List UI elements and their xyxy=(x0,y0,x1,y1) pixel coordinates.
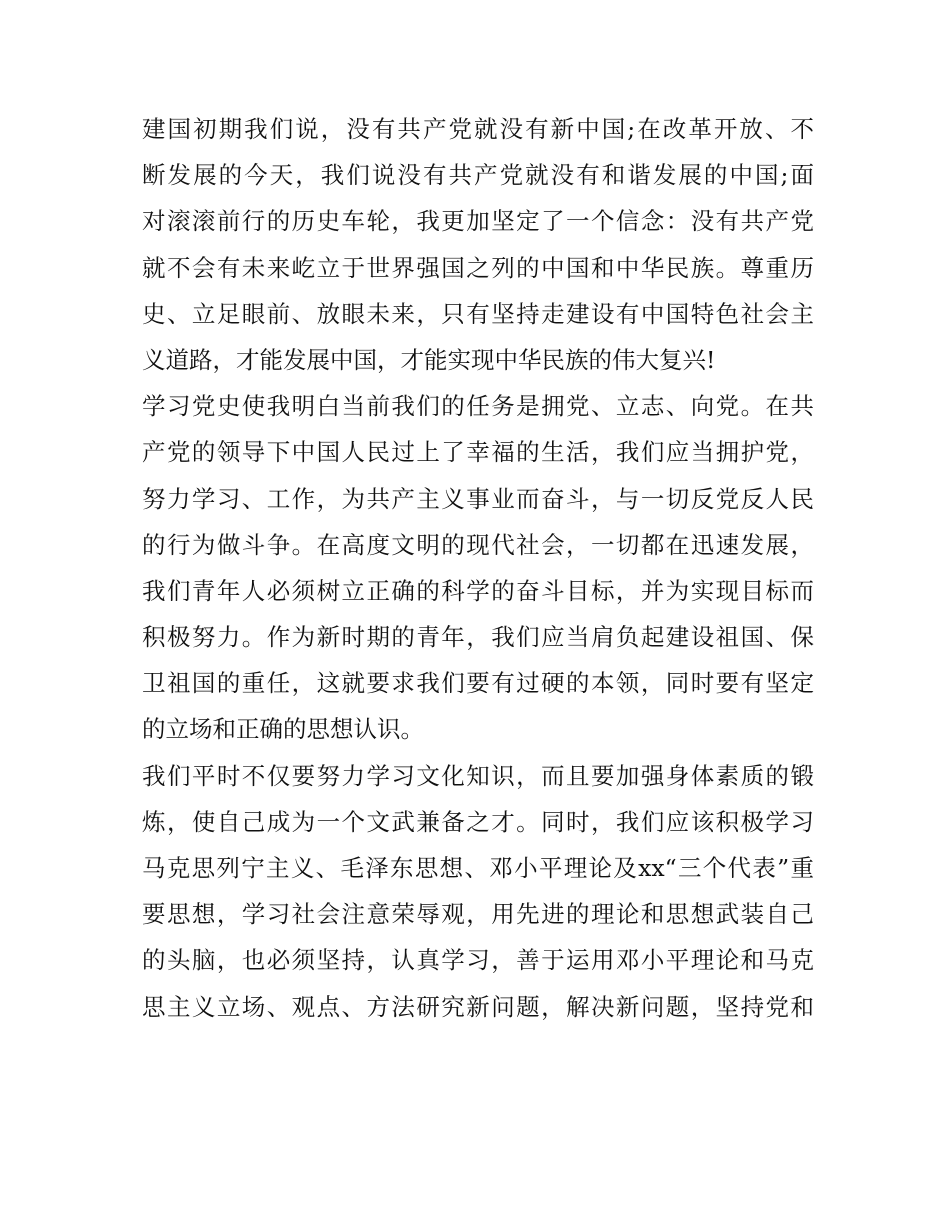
paragraph-3-line-5: 的头脑，也必须坚持，认真学习，善于运用邓小平理论和马克 xyxy=(142,946,814,975)
paragraph-2-line-3: 努力学习、工作，为共产主义事业而奋斗，与一切反党反人民 xyxy=(142,484,814,513)
paragraph-2-line-5: 我们青年人必须树立正确的科学的奋斗目标，并为实现目标而 xyxy=(142,576,814,605)
paragraph-1-line-4: 就不会有未来屹立于世界强国之列的中国和中华民族。尊重历 xyxy=(142,253,814,282)
paragraph-3-line-6: 思主义立场、观点、方法研究新问题，解决新问题，坚持党和 xyxy=(142,992,814,1021)
paragraph-3-line-4: 要思想，学习社会注意荣辱观，用先进的理论和思想武装自己 xyxy=(142,900,814,929)
paragraph-1-line-3: 对滚滚前行的历史车轮，我更加坚定了一个信念：没有共产党 xyxy=(142,207,814,236)
paragraph-1-line-6: 义道路，才能发展中国，才能实现中华民族的伟大复兴! xyxy=(142,345,716,374)
paragraph-1-line-2: 断发展的今天，我们说没有共产党就没有和谐发展的中国;面 xyxy=(142,161,814,190)
paragraph-1-line-5: 史、立足眼前、放眼未来，只有坚持走建设有中国特色社会主 xyxy=(142,299,814,328)
paragraph-3-line-2: 炼，使自己成为一个文武兼备之才。同时，我们应该积极学习 xyxy=(142,807,814,836)
paragraph-2-line-6: 积极努力。作为新时期的青年，我们应当肩负起建设祖国、保 xyxy=(142,623,814,652)
paragraph-3-line-1: 我们平时不仅要努力学习文化知识，而且要加强身体素质的锻 xyxy=(142,761,814,790)
paragraph-1-line-1: 建国初期我们说，没有共产党就没有新中国;在改革开放、不 xyxy=(142,115,814,143)
paragraph-2-line-8: 的立场和正确的思想认识。 xyxy=(142,715,424,744)
paragraph-3-line-3: 马克思列宁主义、毛泽东思想、邓小平理论及xx“三个代表”重 xyxy=(142,854,814,882)
document-body xyxy=(142,106,814,1030)
paragraph-2-line-1: 学习党史使我明白当前我们的任务是拥党、立志、向党。在共 xyxy=(142,392,814,421)
paragraph-2-line-2: 产党的领导下中国人民过上了幸福的生活，我们应当拥护党， xyxy=(142,438,814,467)
paragraph-2-line-7: 卫祖国的重任，这就要求我们要有过硬的本领，同时要有坚定 xyxy=(142,669,814,698)
paragraph-2-line-4: 的行为做斗争。在高度文明的现代社会，一切都在迅速发展， xyxy=(142,530,814,559)
